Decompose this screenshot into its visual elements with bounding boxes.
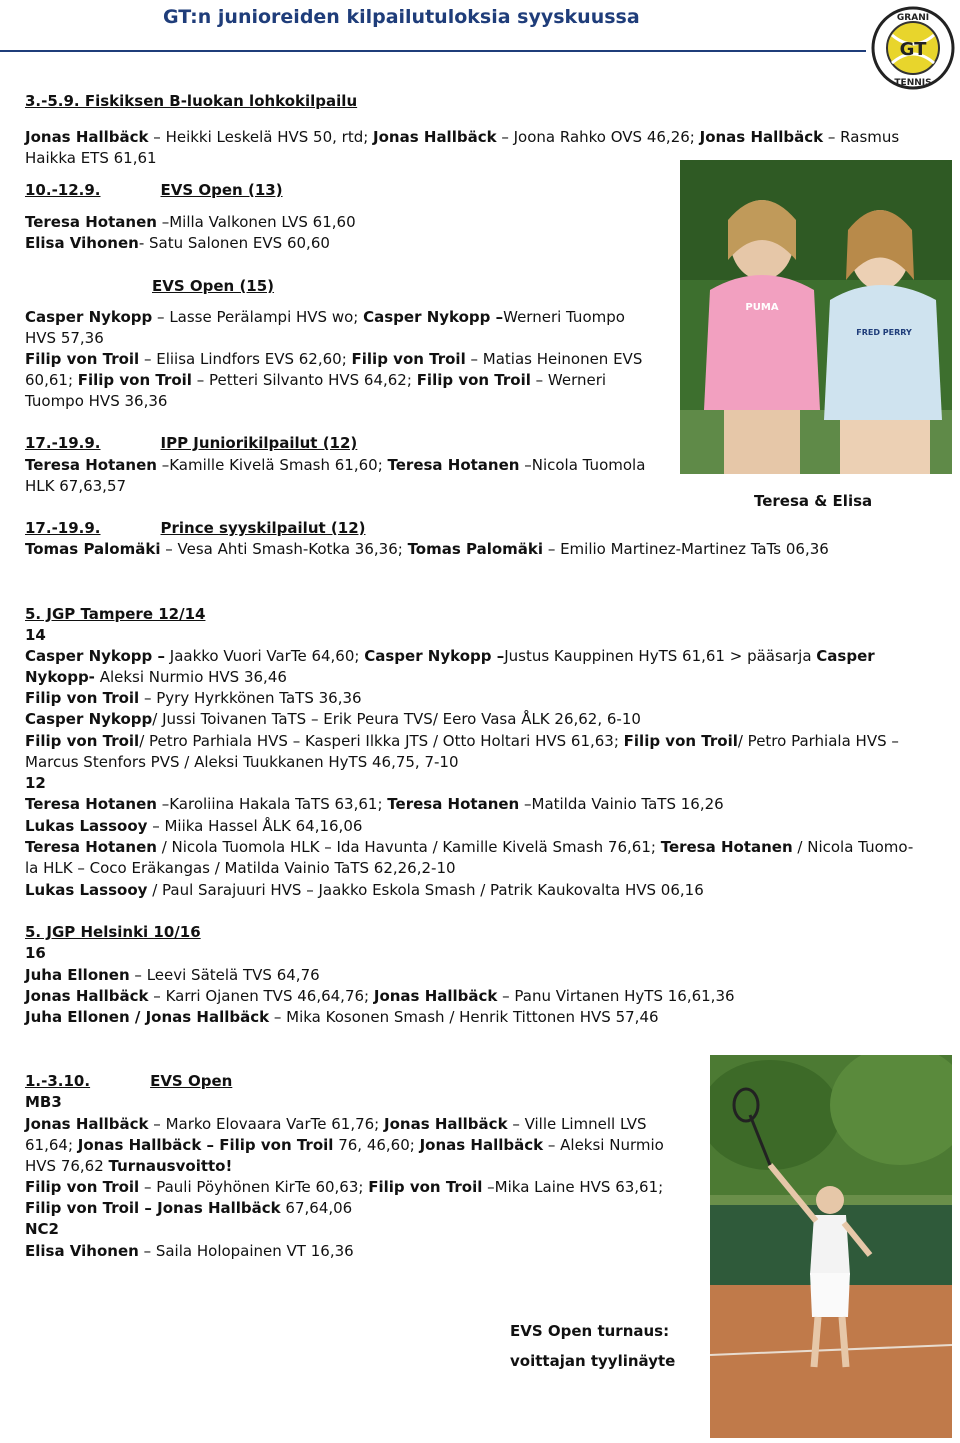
s4-line1: Tomas Palomäki – Vesa Ahti Smash-Kotka 36,36; Tomas Palomäki – Emilio Martinez-Martinez TaTs 06,36 [25,540,829,558]
s5-line4: Casper Nykopp/ Jussi Toivanen TaTS – Erik Peura TVS/ Eero Vasa ÅLK 26,62, 6-10 [25,710,641,728]
logo-grani: GRANI [896,13,930,23]
s4-heading: 17.-19.9. Prince syyskilpailut (12) [25,519,366,537]
s7-cat-mb3: MB3 [25,1093,62,1111]
s2-heading: 10.-12.9. EVS Open (13) [25,181,283,199]
grani-tennis-logo [870,3,956,93]
s1-line1: Jonas Hallbäck – Heikki Leskelä HVS 50, rtd; Jonas Hallbäck – Joona Rahko OVS 46,26; Jonas Hallbäck – Rasmus [25,128,900,146]
tennis-serve-photo-icon [710,1055,952,1438]
s5-line5: Filip von Troil/ Petro Parhiala HVS – Kasperi Ilkka JTS / Otto Holtari HVS 61,63; Filip von Troil/ Petro Parhiala HVS – [25,732,899,750]
s5-line10: la HLK – Coco Eräkangas / Matilda Vainio TaTS 62,26,2-10 [25,859,456,877]
s5-line7: Teresa Hotanen –Karoliina Hakala TaTS 63,61; Teresa Hotanen –Matilda Vainio TaTS 16,26 [25,795,724,813]
s6-line2: Jonas Hallbäck – Karri Ojanen TVS 46,64,76; Jonas Hallbäck – Panu Virtanen HyTS 16,61,36 [25,987,735,1005]
s6-cat16: 16 [25,944,46,962]
photo2-caption-2: voittajan tyylinäyte [510,1352,676,1370]
photo1-caption: Teresa & Elisa [754,492,873,510]
s5-line3: Filip von Troil – Pyry Hyrkkönen TaTS 36,36 [25,689,362,707]
s1-line2: Haikka ETS 61,61 [25,149,157,167]
s6-line3: Juha Ellonen / Jonas Hallbäck – Mika Kosonen Smash / Henrik Tittonen HVS 57,46 [25,1008,659,1026]
s2-line7: Tuompo HVS 36,36 [25,392,168,410]
shirt-right-text: FRED PERRY [856,328,912,337]
s7-heading: 1.-3.10. EVS Open [25,1072,233,1090]
s2-line4: HVS 57,36 [25,329,104,347]
page-title: GT:n junioreiden kilpailutuloksia syyskuussa [163,6,640,28]
s7-line2: 61,64; Jonas Hallbäck – Filip von Troil 76, 46,60; Jonas Hallbäck – Aleksi Nurmio [25,1136,664,1154]
s6-heading: 5. JGP Helsinki 10/16 [25,923,201,941]
logo-gt: GT [899,39,927,60]
photo-teresa-elisa [680,160,952,474]
s7-cat-nc2: NC2 [25,1220,59,1238]
s5-line11: Lukas Lassooy / Paul Sarajuuri HVS – Jaakko Eskola Smash / Patrik Kaukovalta HVS 06,16 [25,881,704,899]
players-photo-icon [680,160,952,474]
tennis-ball-logo-icon [870,3,956,93]
s2-line6: 60,61; Filip von Troil – Petteri Silvanto HVS 64,62; Filip von Troil – Werneri [25,371,607,389]
s7-line1: Jonas Hallbäck – Marko Elovaara VarTe 61,76; Jonas Hallbäck – Ville Limnell LVS [25,1115,647,1133]
s1-heading: 3.-5.9. Fiskiksen B-luokan lohkokilpailu [25,92,358,110]
s5-heading: 5. JGP Tampere 12/14 [25,605,206,623]
s2-line1: Teresa Hotanen –Milla Valkonen LVS 61,60 [25,213,356,231]
s6-line1: Juha Ellonen – Leevi Sätelä TVS 64,76 [25,966,320,984]
s3-line1: Teresa Hotanen –Kamille Kivelä Smash 61,60; Teresa Hotanen –Nicola Tuomola [25,456,646,474]
s2-line5: Filip von Troil – Eliisa Lindfors EVS 62,60; Filip von Troil – Matias Heinonen EVS [25,350,643,368]
s5-line8: Lukas Lassooy – Miika Hassel ÅLK 64,16,06 [25,817,363,835]
s2-subheading: EVS Open (15) [152,277,275,295]
s5-cat12: 12 [25,774,46,792]
logo-tennis: TENNIS [894,78,932,88]
s5-line1: Casper Nykopp – Jaakko Vuori VarTe 64,60; Casper Nykopp –Justus Kauppinen HyTS 61,61 > pääsarja Casper [25,647,875,665]
photo2-caption-1: EVS Open turnaus: [510,1322,670,1340]
s5-line9: Teresa Hotanen / Nicola Tuomola HLK – Ida Havunta / Kamille Kivelä Smash 76,61; Teresa Hotanen / Nicola Tuomo- [25,838,914,856]
s3-line2: HLK 67,63,57 [25,477,127,495]
s7-line3: HVS 76,62 Turnausvoitto! [25,1157,233,1175]
header-divider [0,50,866,52]
s5-line6: Marcus Stenfors PVS / Aleksi Tuukkanen HyTS 46,75, 7-10 [25,753,459,771]
s7-line5: Filip von Troil – Jonas Hallbäck 67,64,06 [25,1199,353,1217]
s5-line2: Nykopp- Aleksi Nurmio HVS 36,46 [25,668,287,686]
s7-line6: Elisa Vihonen – Saila Holopainen VT 16,36 [25,1242,354,1260]
shirt-left-text: PUMA [745,302,779,313]
s5-cat14: 14 [25,626,46,644]
s2-line3: Casper Nykopp – Lasse Perälampi HVS wo; Casper Nykopp –Werneri Tuompo [25,308,625,326]
photo-tennis-serve [710,1055,952,1438]
s3-heading: 17.-19.9. IPP Juniorikilpailut (12) [25,434,358,452]
s2-line2: Elisa Vihonen- Satu Salonen EVS 60,60 [25,234,330,252]
s7-line4: Filip von Troil – Pauli Pöyhönen KirTe 60,63; Filip von Troil –Mika Laine HVS 63,61; [25,1178,664,1196]
